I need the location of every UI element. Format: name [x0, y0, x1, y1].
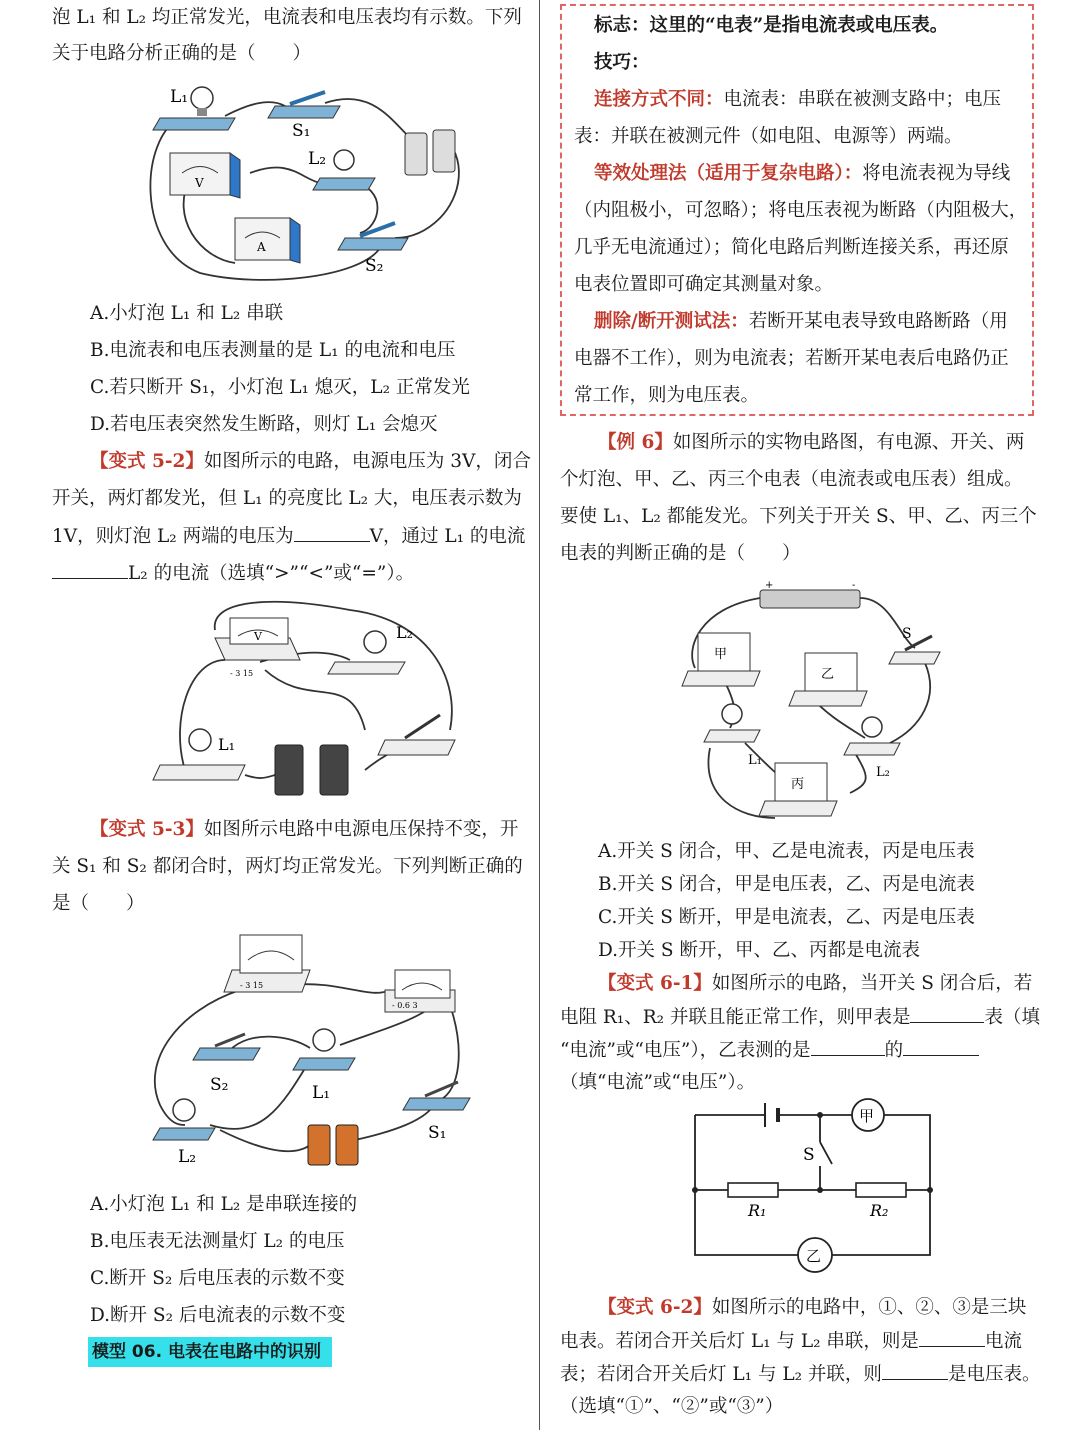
example-6-option-d: D.开关 S 断开，甲、乙、丙都是电流表: [598, 940, 920, 961]
variant-5-2-tag: 【变式 5-2】: [90, 451, 204, 472]
variant-5-3-line-3: 是（ ）: [52, 893, 145, 914]
tip-c-head: 删除/断开测试法：: [594, 311, 749, 332]
tip-b-text-1: 将电流表视为导线: [862, 163, 1011, 184]
variant-6-2-line-2: [560, 1329, 1022, 1354]
variant-6-2-text-2a: 电表。若闭合开关后灯 L₁ 与 L₂ 串联，则是: [560, 1331, 919, 1352]
variant-6-1-tag: 【变式 6-1】: [598, 973, 712, 994]
fig1-l1-label: L₁: [170, 87, 189, 107]
fig3-s1-label: S₁: [428, 1123, 447, 1143]
fig4-battery-minus: -: [852, 580, 856, 591]
tip-a-line-2: 表：并联在被测元件（如电阻、电源等）两端。: [574, 126, 963, 147]
figure-circuit-1: [140, 78, 480, 288]
variant-6-1-text-2b: 表（填: [984, 1007, 1040, 1028]
q1-option-a: A.小灯泡 L₁ 和 L₂ 串联: [90, 303, 284, 324]
answer-blank[interactable]: [910, 1005, 984, 1023]
example-6-line-4: 电表的判断正确的是（ ）: [560, 543, 801, 564]
variant-6-1-line-2: [560, 1005, 1040, 1030]
example-6-option-b: B.开关 S 闭合，甲是电压表，乙、丙是电流表: [598, 874, 975, 895]
variant-5-2-line-2: 开关，两灯都发光，但 L₁ 的亮度比 L₂ 大，电压表示数为: [52, 488, 522, 509]
figure-circuit-5: [690, 1100, 940, 1270]
q3-option-d: D.断开 S₂ 后电流表的示数不变: [90, 1305, 346, 1326]
variant-5-2-line-3: [52, 524, 525, 549]
fig1-ammeter-label: A: [257, 240, 266, 254]
example-6-option-a: A.开关 S 闭合，甲、乙是电流表，丙是电压表: [598, 841, 975, 862]
tip-b-line-1: [594, 162, 1010, 186]
q1-option-d: D.若电压表突然发生断路，则灯 L₁ 会熄灭: [90, 414, 438, 435]
fig2-l1-label: L₁: [218, 735, 236, 754]
variant-6-1-line-4: （填“电流”或“电压”）。: [560, 1072, 756, 1093]
example-6-line-3: 要使 L₁、L₂ 都能发光。下列关于开关 S、甲、乙、丙三个: [560, 506, 1037, 527]
fig4-l2-label: L₂: [876, 765, 890, 780]
variant-5-2-line-1: [90, 450, 531, 474]
example-6-option-c: C.开关 S 断开，甲是电流表，乙、丙是电压表: [598, 907, 975, 928]
fig5-jia-label: 甲: [859, 1107, 875, 1125]
fig4-yi-label: 乙: [821, 667, 835, 682]
fig4-jia-label: 甲: [714, 647, 728, 662]
example-6-tag: 【例 6】: [598, 432, 673, 453]
variant-5-3-text-1: 如图所示电路中电源电压保持不变，开: [203, 819, 519, 840]
variant-6-1-line-1: [598, 972, 1032, 996]
q3-option-b: B.电压表无法测量灯 L₂ 的电压: [90, 1231, 345, 1252]
tip-a-line-1: [594, 88, 1001, 112]
intro-line-2: 关于电路分析正确的是（ ）: [52, 43, 312, 64]
variant-5-3-line-2: 关 S₁ 和 S₂ 都闭合时，两灯均正常发光。下列判断正确的: [52, 856, 523, 877]
q1-option-b: B.电流表和电压表测量的是 L₁ 的电流和电压: [90, 340, 456, 361]
variant-5-2-text-1: 如图所示的电路，电源电压为 3V，闭合: [203, 451, 531, 472]
variant-5-2-text-3a: 1V，则灯泡 L₂ 两端的电压为: [52, 526, 294, 547]
variant-5-2-text-3b: V，通过 L₁ 的电流: [369, 526, 526, 547]
fig5-r2-label: R₂: [870, 1201, 889, 1220]
variant-6-1-text-3a: “电流”或“电压”），乙表测的是: [560, 1040, 811, 1061]
figure-circuit-2: [150, 600, 470, 805]
fig5-s-label: S: [803, 1145, 815, 1165]
answer-blank[interactable]: [919, 1329, 985, 1347]
fig5-yi-label: 乙: [806, 1247, 822, 1265]
variant-6-1-text-3b: 的: [884, 1040, 904, 1061]
fig1-voltmeter-label: V: [195, 176, 204, 190]
fig4-bing-label: 丙: [791, 777, 805, 792]
tip-c-line-3: 常工作，则为电压表。: [574, 385, 760, 406]
fig3-ammeter-terminals: - 0.6 3: [392, 1001, 418, 1010]
tip-c-line-1: [594, 310, 1008, 334]
variant-6-1-text-2a: 电阻 R₁、R₂ 并联且能正常工作，则甲表是: [560, 1007, 911, 1028]
fig4-s-label: S: [902, 626, 912, 642]
fig1-s1-label: S₁: [292, 121, 311, 141]
tip-c-text-1: 若断开某电表导致电路断路（用: [748, 311, 1008, 332]
fig2-terminal-labels: - 3 15: [230, 669, 254, 678]
variant-6-2-text-2b: 电流: [984, 1331, 1022, 1352]
example-6-line-2: 个灯泡、甲、乙、丙三个电表（电流表或电压表）组成。: [560, 469, 1023, 490]
answer-blank[interactable]: [811, 1038, 885, 1056]
fig4-l1-label: L₁: [748, 753, 762, 768]
fig3-voltmeter-terminals: - 3 15: [240, 981, 264, 990]
fig3-l1-label: L₁: [312, 1083, 331, 1103]
fig1-s2-label: S₂: [365, 256, 384, 276]
variant-6-1-line-3: [560, 1038, 979, 1063]
variant-5-3-line-1: [90, 818, 518, 842]
variant-6-2-text-1: 如图所示的电路中，①、②、③是三块: [711, 1297, 1027, 1318]
variant-6-1-text-1: 如图所示的电路，当开关 S 闭合后，若: [711, 973, 1033, 994]
variant-5-3-tag: 【变式 5-3】: [90, 819, 204, 840]
variant-5-2-line-4: [52, 561, 414, 586]
variant-6-2-line-1: [598, 1296, 1026, 1320]
tip-a-head: 连接方式不同：: [594, 89, 724, 110]
example-6-text-1: 如图所示的实物电路图，有电源、开关、两: [672, 432, 1025, 453]
intro-line-1: 泡 L₁ 和 L₂ 均正常发光，电流表和电压表均有示数。下列: [52, 7, 522, 28]
section-heading: 模型 06. 电表在电路中的识别: [92, 1342, 321, 1362]
figure-circuit-3: [140, 930, 470, 1170]
tip-sign: 标志：这里的“电表”是指电流表或电压表。: [594, 15, 949, 36]
answer-blank[interactable]: [52, 561, 128, 579]
example-6-line-1: [598, 431, 1024, 455]
fig1-l2-label: L₂: [308, 149, 327, 169]
tip-c-line-2: 电器不工作），则为电流表；若断开某电表后电路仍正: [574, 348, 1009, 369]
variant-6-2-text-3b: 是电压表。: [947, 1364, 1041, 1385]
tip-a-text-1: 电流表：串联在被测支路中；电压: [723, 89, 1002, 110]
q3-option-a: A.小灯泡 L₁ 和 L₂ 是串联连接的: [90, 1194, 358, 1215]
fig4-battery-plus: +: [765, 580, 774, 591]
tip-b-head: 等效处理法（适用于复杂电路）：: [594, 163, 863, 184]
fig3-l2-label: L₂: [178, 1147, 197, 1167]
q1-option-c: C.若只断开 S₁，小灯泡 L₁ 熄灭，L₂ 正常发光: [90, 377, 470, 398]
answer-blank[interactable]: [882, 1362, 948, 1380]
tip-skill: 技巧：: [594, 52, 650, 73]
tip-b-line-2: （内阻极小，可忽略）；将电压表视为断路（内阻极大，: [574, 200, 1028, 221]
column-divider: [539, 0, 540, 1430]
q3-option-c: C.断开 S₂ 后电压表的示数不变: [90, 1268, 345, 1289]
fig5-r1-label: R₁: [748, 1201, 767, 1220]
variant-6-2-tag: 【变式 6-2】: [598, 1297, 712, 1318]
answer-blank[interactable]: [294, 524, 370, 542]
tip-b-line-3: 几乎无电流通过）；简化电路后判断连接关系，再还原: [574, 237, 1009, 258]
variant-6-2-line-4: （选填“①”、“②”或“③”）: [560, 1396, 784, 1417]
fig3-s2-label: S₂: [210, 1075, 229, 1095]
variant-6-2-text-3a: 表；若闭合开关后灯 L₁ 与 L₂ 并联，则: [560, 1364, 882, 1385]
figure-circuit-4: [680, 578, 950, 833]
variant-6-2-line-3: [560, 1362, 1040, 1387]
fig2-meter-label: V: [254, 630, 262, 643]
answer-blank[interactable]: [903, 1038, 979, 1056]
variant-5-2-text-4: L₂ 的电流（选填“>”“<”或“=”）。: [128, 563, 415, 584]
fig2-l2-label: L₂: [396, 623, 414, 642]
tip-b-line-4: 电表位置即可确定其测量对象。: [574, 274, 834, 295]
